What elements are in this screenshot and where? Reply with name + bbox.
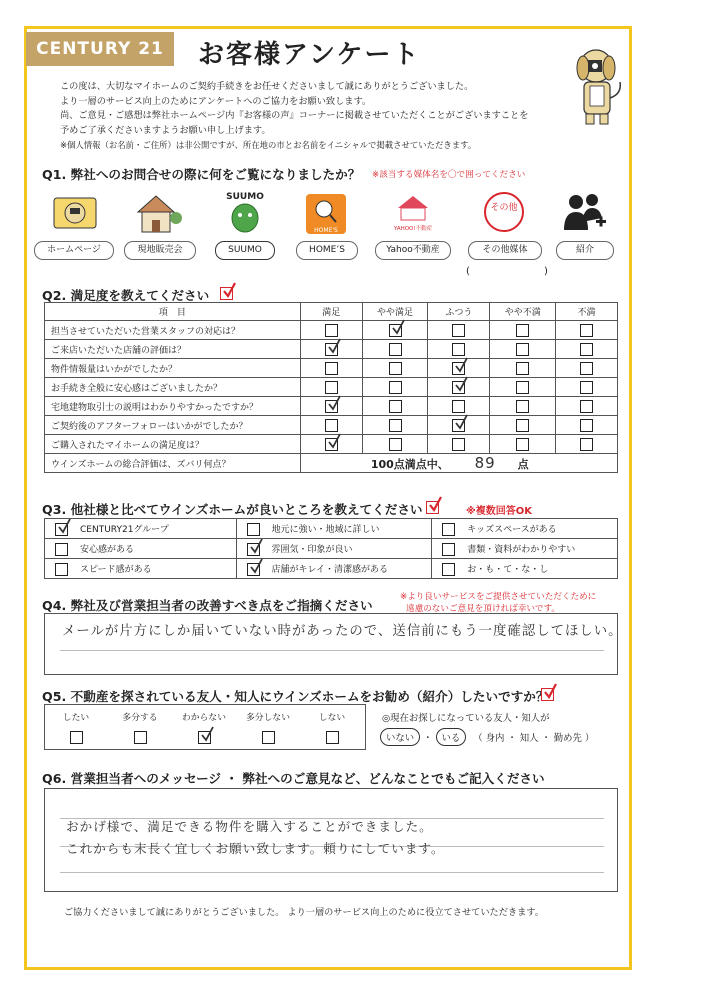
rating-checkbox[interactable] — [325, 362, 338, 375]
other-media-icon — [482, 190, 526, 236]
table-row — [45, 359, 618, 378]
intro-line: より一層のサービス向上のためにアンケートへのご協力をお願い致します。 — [60, 95, 372, 107]
acquaintance-relation: （ 身内 ・ 知人 ・ 勤め先 ） — [473, 733, 595, 744]
checkmark-icon — [249, 558, 263, 574]
row-label: お手続き全般に安心感はございましたか？ — [45, 378, 301, 397]
suumo-logo-text: SUUMO — [226, 192, 264, 202]
rating-checkbox[interactable] — [452, 324, 465, 337]
acquaintance-yes-option[interactable]: いる — [436, 728, 467, 746]
satisfaction-table — [44, 302, 618, 473]
advantage-label: スピード感がある — [80, 564, 152, 575]
col-somewhat-satisfied: やや満足 — [362, 303, 428, 321]
q5-checkbox[interactable] — [134, 731, 147, 744]
rating-checkbox[interactable] — [516, 362, 529, 375]
intro-line: 予めご了承くださいますようお願い申し上げます。 — [60, 124, 271, 136]
q4-ruled-line — [60, 650, 604, 651]
q3-heading-checkbox — [426, 501, 439, 514]
q4-note-line1: ※より良いサービスをご提供させていただくために — [400, 592, 597, 602]
row-label: 担当させていただいた営業スタッフの対応は？ — [45, 321, 301, 340]
advantage-checkbox[interactable] — [55, 543, 68, 556]
rating-checkbox[interactable] — [580, 381, 593, 394]
advantage-checkbox[interactable] — [442, 543, 455, 556]
q1-note: ※該当する媒体名を〇で囲ってください — [372, 170, 526, 180]
advantage-checkbox[interactable] — [247, 543, 260, 556]
rating-checkbox[interactable] — [325, 400, 338, 413]
rating-checkbox[interactable] — [389, 324, 402, 337]
rating-checkbox[interactable] — [325, 343, 338, 356]
rating-checkbox[interactable] — [580, 438, 593, 451]
advantage-checkbox[interactable] — [247, 523, 260, 536]
overall-suffix: 点 — [517, 458, 529, 471]
rating-checkbox[interactable] — [516, 381, 529, 394]
rating-checkbox[interactable] — [389, 438, 402, 451]
advantage-checkbox[interactable] — [55, 523, 68, 536]
advantage-label: CENTURY21グループ — [80, 524, 169, 535]
table-row — [45, 435, 618, 454]
yahoo-logo-text: YAHOO!不動産 — [393, 226, 433, 232]
rating-checkbox[interactable] — [325, 381, 338, 394]
advantage-label: 安心感がある — [80, 544, 135, 555]
checkmark-icon — [249, 538, 263, 554]
homes-icon — [304, 192, 348, 236]
q4-answer-text: メールが片方にしか届いていない時があったので、送信前にもう一度確認してほしい。 — [62, 624, 623, 639]
q5-option-label: わからない — [182, 713, 226, 723]
checkmark-icon — [454, 376, 468, 392]
rating-checkbox[interactable] — [452, 419, 465, 432]
rating-checkbox[interactable] — [580, 419, 593, 432]
col-satisfied: 満足 — [300, 303, 362, 321]
rating-checkbox[interactable] — [580, 343, 593, 356]
rating-checkbox[interactable] — [452, 362, 465, 375]
rating-checkbox[interactable] — [389, 400, 402, 413]
homes-logo-text: HOME'S — [314, 227, 338, 234]
q5-option-label: 多分する — [122, 713, 158, 723]
checkmark-icon — [327, 433, 341, 449]
advantage-label: 店舗がキレイ・清潔感がある — [271, 564, 389, 575]
q5-option-label: 多分しない — [246, 713, 290, 723]
rating-checkbox[interactable] — [516, 419, 529, 432]
checkmark-icon — [454, 414, 468, 430]
q5-option-label: したい — [62, 713, 90, 723]
q4-note-line2: 遠慮のないご意見を頂ければ幸いです。 — [406, 604, 561, 614]
privacy-note: ※個人情報（お名前・ご住所）は非公開ですが、所在地の市とお名前をイニシャルで掲載させていただきます。 — [60, 140, 477, 151]
checkmark-icon — [200, 726, 214, 742]
advantage-option[interactable] — [236, 559, 432, 579]
q5-checkbox[interactable] — [262, 731, 275, 744]
rating-checkbox[interactable] — [452, 343, 465, 356]
row-label: ご契約後のアフターフォローはいかがでしたか？ — [45, 416, 301, 435]
advantage-label: 書類・資料がわかりやすい — [467, 544, 576, 555]
checkmark-icon — [454, 357, 468, 373]
table-row — [45, 397, 618, 416]
advantage-label: お・も・て・な・し — [467, 564, 549, 575]
advantage-checkbox[interactable] — [247, 563, 260, 576]
rating-checkbox[interactable] — [516, 343, 529, 356]
q6-ruled-line — [60, 872, 604, 873]
checkmark-icon — [391, 319, 405, 335]
q2-heading-checkbox — [220, 287, 233, 300]
q6-message-line2: これからも末長く宜しくお願い致します。頼りにしています。 — [66, 841, 445, 856]
row-label: ご来店いただいた店舗の評価は？ — [45, 340, 301, 359]
q6-heading: Q6. 営業担当者へのメッセージ ・ 弊社へのご意見など、どんなことでもご記入ください — [42, 771, 545, 786]
col-dissatisfied: 不満 — [556, 303, 618, 321]
row-label: 宅地建物取引士の説明はわかりやすかったですか？ — [45, 397, 301, 416]
satisfaction-header-row — [45, 303, 618, 321]
advantage-option[interactable] — [236, 519, 432, 539]
q5-heading-checkbox — [541, 688, 554, 701]
rating-checkbox[interactable] — [580, 362, 593, 375]
col-neutral: ふつう — [428, 303, 490, 321]
overall-prefix: 100点満点中、 — [370, 458, 449, 471]
rating-checkbox[interactable] — [452, 438, 465, 451]
q5-sub-question: ◎現在お探しになっている友人・知人が — [382, 713, 550, 724]
rating-checkbox[interactable] — [452, 381, 465, 394]
media-option-open-house[interactable]: 現地販売会 — [124, 241, 196, 260]
advantage-label: キッズスペースがある — [467, 524, 557, 535]
advantages-table — [44, 518, 618, 579]
other-badge-text: その他 — [490, 203, 518, 213]
advantage-label: 地元に強い・地域に詳しい — [271, 524, 380, 535]
other-media-paren-open: ( — [466, 266, 470, 277]
rating-checkbox[interactable] — [389, 362, 402, 375]
advantage-option[interactable] — [45, 559, 237, 579]
referral-people-icon — [562, 190, 608, 236]
q5-acquaintance-row — [380, 728, 594, 746]
intro-line: この度は、大切なマイホームのご契約手続きをお任せくださいまして誠にありがとうございました。 — [60, 81, 474, 92]
intro-line: 尚、ご意見・ご感想は弊社ホームページ内『お客様の声』コーナーに掲載させていただくことがございますことを — [60, 110, 529, 122]
media-option-other[interactable]: その他媒体 — [468, 241, 542, 260]
yahoo-realestate-icon — [390, 192, 436, 236]
rating-checkbox[interactable] — [452, 400, 465, 413]
acquaintance-separator: ・ — [423, 733, 433, 744]
media-option-homes[interactable]: HOME’S — [296, 241, 358, 260]
century21-logo: CENTURY 21 — [26, 32, 174, 66]
rating-checkbox[interactable] — [389, 381, 402, 394]
rating-checkbox[interactable] — [580, 400, 593, 413]
media-option-suumo[interactable]: SUUMO — [215, 241, 275, 260]
row-label: 物件情報量はいかがでしたか？ — [45, 359, 301, 378]
rating-checkbox[interactable] — [389, 343, 402, 356]
q3-note: ※複数回答OK — [466, 506, 532, 517]
advantage-option[interactable] — [45, 539, 237, 559]
overall-label: ウインズホームの総合評価は、ズバリ何点？ — [45, 454, 301, 473]
col-somewhat-dissatisfied: やや不満 — [490, 303, 556, 321]
rating-checkbox[interactable] — [516, 400, 529, 413]
rating-checkbox[interactable] — [325, 324, 338, 337]
advantage-option[interactable] — [45, 519, 237, 539]
other-media-paren-close: ) — [544, 266, 548, 277]
q5-option-label: しない — [318, 713, 346, 723]
table-row — [45, 340, 618, 359]
rating-checkbox[interactable] — [389, 419, 402, 432]
advantage-option[interactable] — [432, 559, 618, 579]
advantage-checkbox[interactable] — [55, 563, 68, 576]
media-option-homepage[interactable]: ホームページ — [34, 241, 114, 260]
acquaintance-none-option[interactable]: いない — [380, 728, 420, 746]
footer-thanks: ご協力くださいまして誠にありがとうございました。 より一層のサービス向上のために役立てさせていただきます。 — [64, 907, 544, 918]
advantage-checkbox[interactable] — [442, 523, 455, 536]
q2-heading: Q2. 満足度を教えてください — [42, 288, 210, 303]
overall-score-row — [45, 454, 618, 473]
q4-heading: Q4. 弊社及び営業担当者の改善すべき点をご指摘ください — [42, 598, 373, 613]
overall-score-input[interactable]: 89 — [474, 454, 496, 472]
intro-text — [60, 80, 580, 153]
rating-checkbox[interactable] — [325, 438, 338, 451]
q5-checkbox[interactable] — [326, 731, 339, 744]
q6-message-line1: おかげ様で、満足できる物件を購入することができました。 — [66, 819, 433, 834]
checkmark-icon — [327, 395, 341, 411]
item-header: 項 目 — [45, 303, 301, 321]
media-option-yahoo[interactable]: Yahoo不動産 — [375, 241, 451, 260]
advantage-option[interactable] — [236, 539, 432, 559]
page-title: お客様アンケート — [198, 40, 421, 70]
q5-checkbox[interactable] — [70, 731, 83, 744]
row-label: ご購入されたマイホームの満足度は？ — [45, 435, 301, 454]
rating-checkbox[interactable] — [516, 324, 529, 337]
rating-checkbox[interactable] — [325, 419, 338, 432]
advantage-label: 雰囲気・印象が良い — [271, 544, 353, 555]
advantage-checkbox[interactable] — [442, 563, 455, 576]
homepage-icon — [52, 192, 98, 236]
suumo-icon — [222, 190, 268, 236]
rating-checkbox[interactable] — [516, 438, 529, 451]
rating-checkbox[interactable] — [580, 324, 593, 337]
q5-checkbox[interactable] — [198, 731, 211, 744]
media-option-referral[interactable]: 紹介 — [556, 241, 614, 260]
q3-heading: Q3. 他社様と比べてウインズホームが良いところを教えてください — [42, 502, 423, 517]
advantage-option[interactable] — [432, 519, 618, 539]
q5-heading: Q5. 不動産を探されている友人・知人にウインズホームをお勧め（紹介）したいですか？ — [42, 689, 549, 704]
house-icon — [134, 192, 182, 236]
checkmark-icon — [327, 338, 341, 354]
advantage-option[interactable] — [432, 539, 618, 559]
checkmark-icon — [57, 518, 71, 534]
q1-heading: Q1. 弊社へのお問合せの際に何をご覧になりましたか？ — [42, 167, 361, 182]
